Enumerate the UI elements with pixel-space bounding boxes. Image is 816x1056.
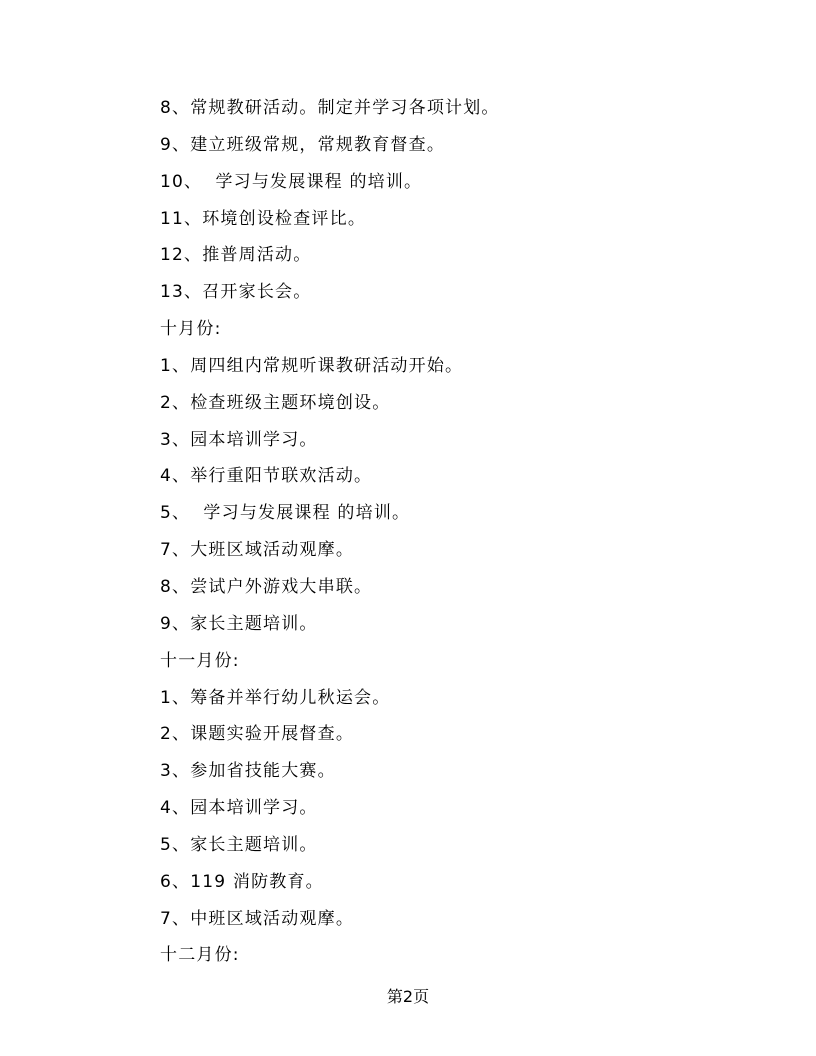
page-number: 第2页 bbox=[386, 987, 430, 1006]
list-item: 1、周四组内常规听课教研活动开始。 bbox=[160, 355, 464, 376]
section-heading-october: 十月份: bbox=[160, 319, 222, 340]
list-item: 9、建立班级常规，常规教育督查。 bbox=[160, 134, 446, 155]
list-item: 7、中班区域活动观摩。 bbox=[160, 908, 355, 929]
list-item: 4、园本培训学习。 bbox=[160, 798, 318, 819]
list-item: 2、课题实验开展督查。 bbox=[160, 724, 355, 745]
list-item: 8、常规教研活动。制定并学习各项计划。 bbox=[160, 98, 500, 118]
section-heading-december: 十二月份: bbox=[160, 945, 240, 966]
list-item: 5、 学习与发展课程 的培训。 bbox=[160, 503, 411, 524]
list-item: 6、119 消防教育。 bbox=[160, 871, 324, 892]
list-item: 4、举行重阳节联欢活动。 bbox=[160, 466, 373, 487]
document-body bbox=[160, 94, 720, 978]
list-item: 3、园本培训学习。 bbox=[160, 429, 318, 450]
list-item: 7、大班区域活动观摩。 bbox=[160, 540, 355, 561]
list-item: 11、环境创设检查评比。 bbox=[160, 208, 367, 229]
list-item: 13、召开家长会。 bbox=[160, 282, 312, 303]
list-item: 12、推普周活动。 bbox=[160, 245, 312, 266]
list-item: 2、检查班级主题环境创设。 bbox=[160, 392, 391, 413]
list-item: 5、家长主题培训。 bbox=[160, 834, 318, 855]
list-item: 3、参加省技能大赛。 bbox=[160, 761, 336, 782]
list-item: 10、 学习与发展课程 的培训。 bbox=[160, 171, 423, 192]
list-item: 1、筹备并举行幼儿秋运会。 bbox=[160, 687, 391, 708]
list-item: 8、尝试户外游戏大串联。 bbox=[160, 576, 373, 597]
list-item: 9、家长主题培训。 bbox=[160, 613, 318, 634]
section-heading-november: 十一月份: bbox=[160, 650, 240, 671]
